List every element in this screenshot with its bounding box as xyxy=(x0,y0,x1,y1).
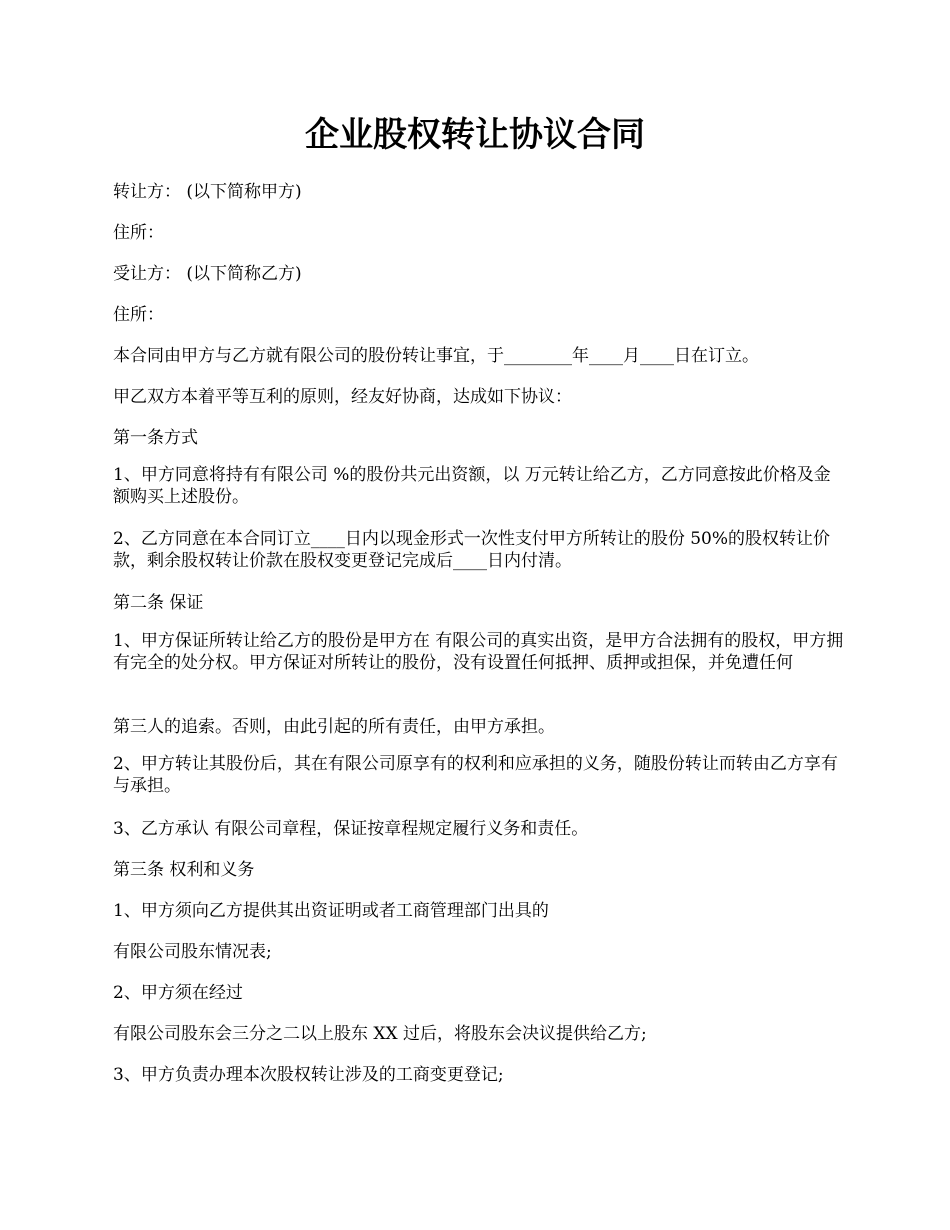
article-1-clause-2: 2、乙方同意在本合同订立____日内以现金形式一次性支付甲方所转让的股份 50%的股权转让价款，剩余股权转让价款在股权变更登记完成后____日内付清。 xyxy=(113,529,831,571)
article-2-clause-3: 3、乙方承认 有限公司章程，保证按章程规定履行义务和责任。 xyxy=(113,819,589,839)
paragraph-transferee: 受让方： (以下简称乙方) xyxy=(113,264,302,284)
article-3-clause-3: 3、甲方负责办理本次股权转让涉及的工商变更登记; xyxy=(113,1065,504,1085)
article-2-heading: 第二条 保证 xyxy=(113,593,204,613)
paragraph-contract-date: 本合同由甲方与乙方就有限公司的股份转让事宜，于________年____月____日在订立。 xyxy=(113,346,759,366)
paragraph-transferee-address: 住所： xyxy=(113,305,164,325)
document-title: 企业股权转让协议合同 xyxy=(305,115,645,155)
paragraph-agreement-intro: 甲乙双方本着平等互利的原则，经友好协商，达成如下协议： xyxy=(113,387,572,407)
article-3-clause-1: 1、甲方须向乙方提供其出资证明或者工商管理部门出具的 xyxy=(113,901,549,921)
article-1-clause-1: 1、甲方同意将持有有限公司 %的股份共元出资额，以 万元转让给乙方，乙方同意按此价格及金额购买上述股份。 xyxy=(113,465,831,507)
paragraph-transferor: 转让方： (以下简称甲方) xyxy=(113,182,302,202)
article-3-heading: 第三条 权利和义务 xyxy=(113,860,255,880)
article-2-clause-1: 1、甲方保证所转让给乙方的股份是甲方在 有限公司的真实出资，是甲方合法拥有的股权，甲方拥有完全的处分权。甲方保证对所转让的股份，没有设置任何抵押、质押或担保，并免遭任何 xyxy=(113,631,844,673)
article-1-heading: 第一条方式 xyxy=(113,428,198,448)
article-3-clause-1-continued: 有限公司股东情况表; xyxy=(113,942,272,962)
paragraph-transferor-address: 住所： xyxy=(113,223,164,243)
article-2-clause-2: 2、甲方转让其股份后，其在有限公司原享有的权利和应承担的义务，随股份转让而转由乙方享有与承担。 xyxy=(113,754,838,796)
article-3-clause-2: 2、甲方须在经过 xyxy=(113,983,243,1003)
article-3-clause-2-continued: 有限公司股东会三分之二以上股东 XX 过后，将股东会决议提供给乙方; xyxy=(113,1024,647,1044)
article-2-clause-1-continued: 第三人的追索。否则，由此引起的所有责任，由甲方承担。 xyxy=(113,717,555,737)
